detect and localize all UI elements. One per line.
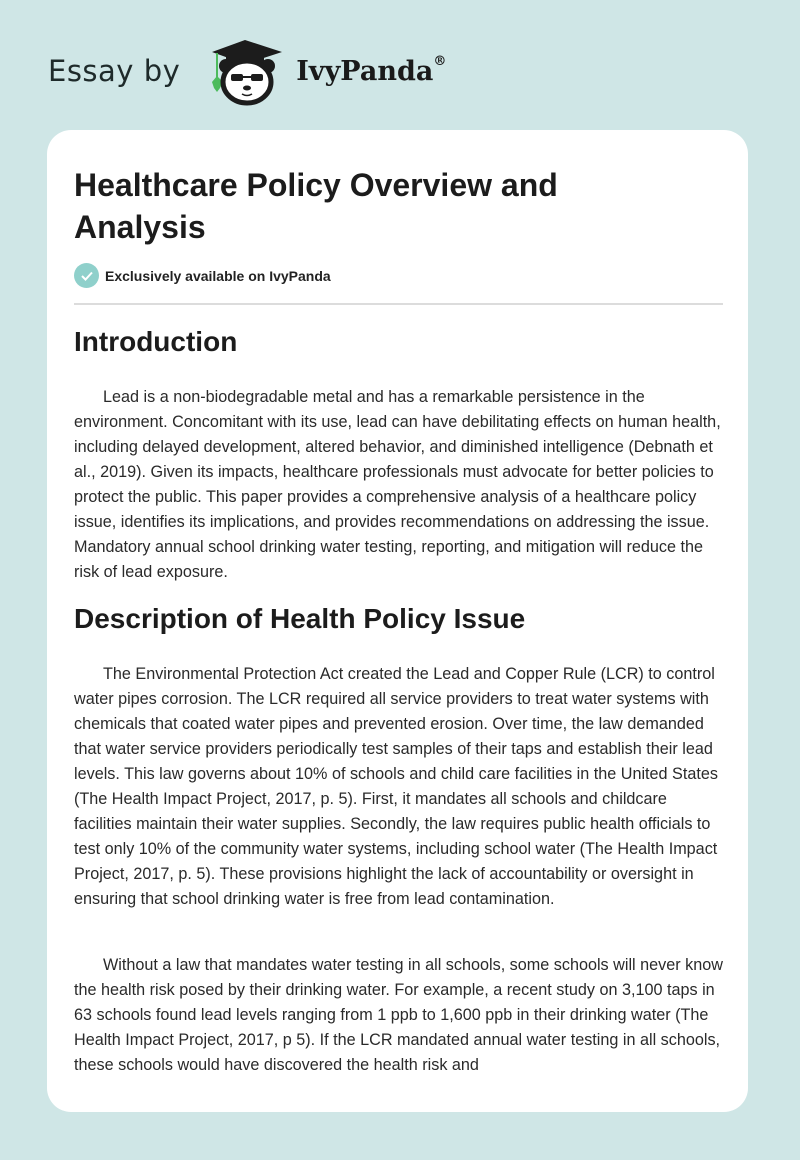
essay-by-label: Essay by bbox=[48, 54, 181, 88]
paragraph: The Environmental Protection Act created the Lead and Copper Rule (LCR) to control water pipes corrosion. The LCR required all service providers to treat water systems with chemicals that coated water pipes and prevented erosion. Over time, the law demanded that water service providers periodically test samples of their taps and establish their lead levels. This law governs about 10% of schools and child care facilities in the United States (The Health Impact Project, 2017, p. 5). First, it mandates all schools and childcare facilities maintain their water supplies. Secondly, the law requires public health officials to test only 10% of the community water systems, including school water (The Health Impact Project, 2017, p. 5). These provisions highlight the lack of accountability or oversight in ensuring that school drinking water is free from lead contamination. bbox=[74, 665, 718, 908]
article-card bbox=[47, 130, 748, 1112]
divider bbox=[74, 303, 723, 305]
section-heading-description: Description of Health Policy Issue bbox=[74, 603, 526, 634]
paragraph: Without a law that mandates water testing in all schools, some schools will never know the health risk posed by their drinking water. For example, a recent study on 3,100 taps in 63 schools found lead levels ranging from 1 ppb to 1,600 ppb in their drinking water (The Health Impact Project, 2017, p 5). If the LCR mandated annual water testing in all schools, these schools would have discovered the health risk and bbox=[74, 956, 723, 1074]
brand-text: IvyPanda bbox=[296, 55, 434, 87]
page-title: Healthcare Policy Overview and Analysis bbox=[74, 167, 558, 245]
check-circle-icon bbox=[74, 263, 99, 288]
paragraph: Lead is a non-biodegradable metal and has a remarkable persistence in the environment. Concomitant with its use, lead can have debilitating effects on human health, including delayed development, altered behavior, and diminished intelligence (Debnath et al., 2019). Given its impacts, healthcare professionals must advocate for better policies to protect the public. This paper provides a comprehensive analysis of a healthcare policy issue, identifies its implications, and provides recommendations on addressing the issue. Mandatory annual school drinking water testing, reporting, and mitigation will reduce the risk of lead exposure. bbox=[74, 388, 721, 581]
brand-name[interactable] bbox=[296, 53, 447, 87]
exclusive-badge bbox=[74, 263, 331, 288]
exclusive-text: Exclusively available on IvyPanda bbox=[105, 267, 331, 284]
panda-logo-icon[interactable] bbox=[202, 36, 288, 106]
section-heading-introduction: Introduction bbox=[74, 326, 238, 357]
registered-mark: ® bbox=[433, 53, 447, 69]
site-header bbox=[48, 36, 446, 106]
